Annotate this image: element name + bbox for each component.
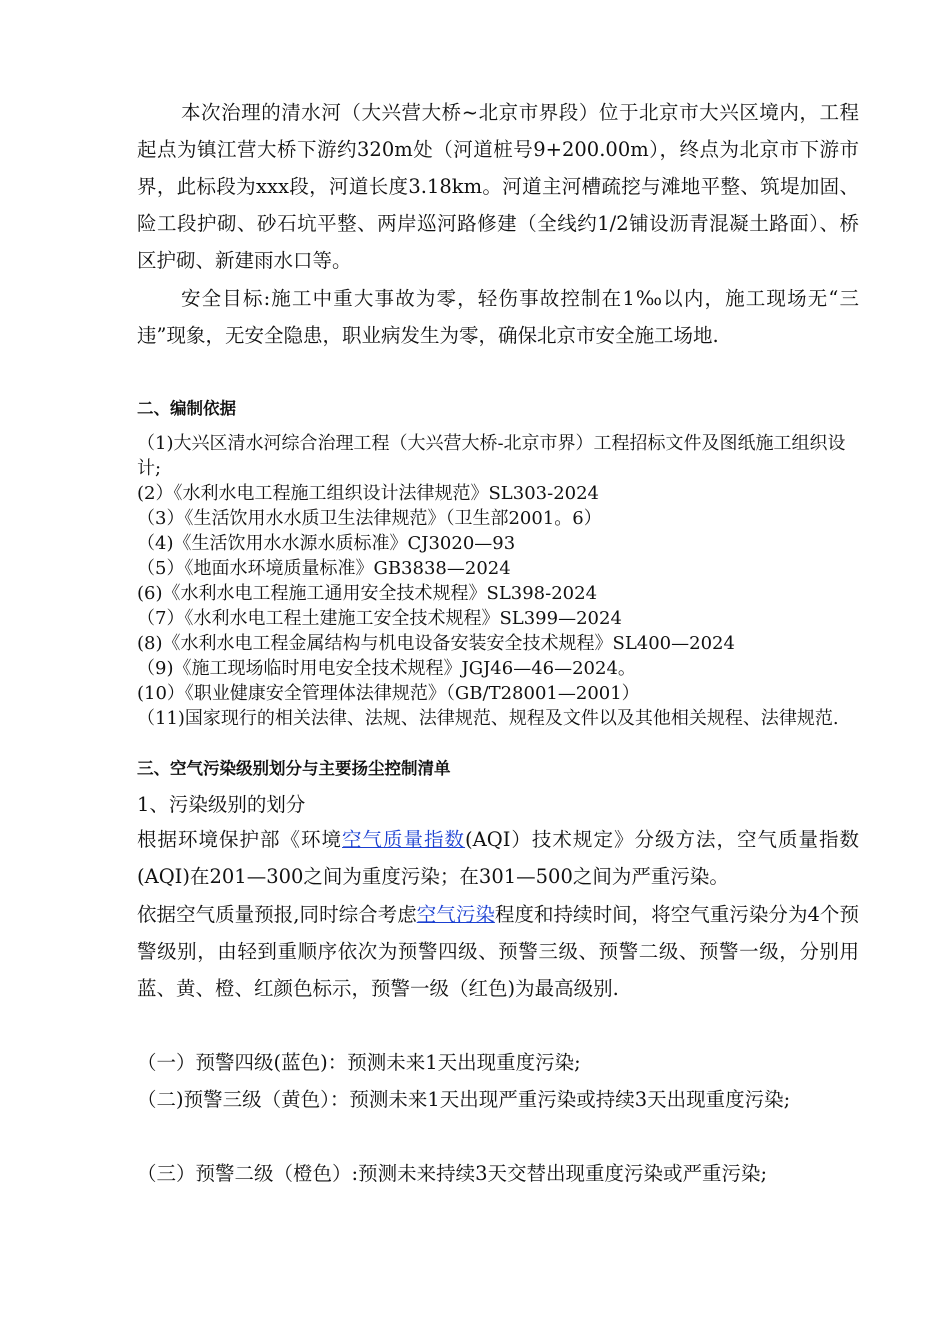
aqi-text-end: (AQI）技术规定》分级方法，空气质量指数(AQI)在201—300之间为重度污染；在301—500之间为严重污染。 [137, 828, 859, 888]
warning-level-item: （三）预警二级（橙色）:预测未来持续3天交替出现重度污染或严重污染; [137, 1162, 768, 1185]
forecast-paragraph [137, 896, 859, 1007]
reference-item: （7）《水利水电工程土建施工安全技术规程》SL399—2024 [137, 608, 622, 629]
aqi-link[interactable]: 空气质量指数 [342, 828, 466, 851]
warning-level-item: （二)预警三级（黄色）：预测未来1天出现严重污染或持续3天出现重度污染; [137, 1088, 791, 1111]
reference-item: （5）《地面水环境质量标准》GB3838—2024 [137, 558, 511, 579]
reference-item: (6)《水利水电工程施工通用安全技术规程》SL398-2024 [137, 583, 598, 604]
forecast-text-start: 依据空气质量预报,同时综合考虑 [137, 903, 417, 926]
subsection-title: 1、污染级别的划分 [137, 793, 306, 816]
reference-item: (8)《水利水电工程金属结构与机电设备安装安全技术规程》SL400—2024 [137, 633, 735, 654]
air-pollution-link[interactable]: 空气污染 [416, 903, 495, 926]
reference-item: (10）《职业健康安全管理体法律规范》（GB/T28001—2001） [137, 683, 640, 704]
forecast-text-end: 程度和持续时间，将空气重污染分为4个预警级别，由轻到重顺序依次为预警四级、预警三级、预警二级、预警一级，分别用蓝、黄、橙、红颜色标示，预警一级（红色)为最高级别. [137, 903, 859, 1000]
reference-item: （1)大兴区清水河综合治理工程（大兴营大桥-北京市界）工程招标文件及图纸施工组织设计; [137, 433, 846, 479]
section-heading-basis: 二、编制依据 [137, 399, 236, 418]
reference-item: （4)《生活饮用水水源水质标准》CJ3020—93 [137, 533, 516, 554]
reference-item: （9)《施工现场临时用电安全技术规程》JGJ46—46—2024。 [137, 658, 636, 679]
reference-item: （3）《生活饮用水水质卫生法律规范》（卫生部2001。6） [137, 508, 602, 529]
project-overview-paragraph: 本次治理的清水河（大兴营大桥~北京市界段）位于北京市大兴区境内，工程起点为镇江营大桥下游约320m处（河道桩号9+200.00m），终点为北京市下游市界，此标段为xxx段，河道长度3.18km。河道主河槽疏挖与滩地平整、筑堤加固、险工段护砌、砂石坑平整、两岸巡河路修建（全线约1/2铺设沥青混凝土路面）、桥区护砌、新建雨水口等。 [137, 101, 859, 272]
safety-goal-paragraph: 安全目标:施工中重大事故为零，轻伤事故控制在1‰以内，施工现场无“三违”现象，无安全隐患，职业病发生为零，确保北京市安全施工场地. [137, 287, 859, 347]
reference-item: （11)国家现行的相关法律、法规、法律规范、规程及文件以及其他相关规程、法律规范. [137, 708, 839, 729]
section-heading-pollution: 三、空气污染级别划分与主要扬尘控制清单 [137, 759, 451, 778]
reference-item: (2）《水利水电工程施工组织设计法律规范》SL303-2024 [137, 483, 600, 504]
warning-level-item: （一）预警四级(蓝色)：预测未来1天出现重度污染; [137, 1051, 581, 1074]
aqi-paragraph [137, 821, 859, 895]
aqi-text-start: 根据环境保护部《环境 [137, 828, 343, 851]
